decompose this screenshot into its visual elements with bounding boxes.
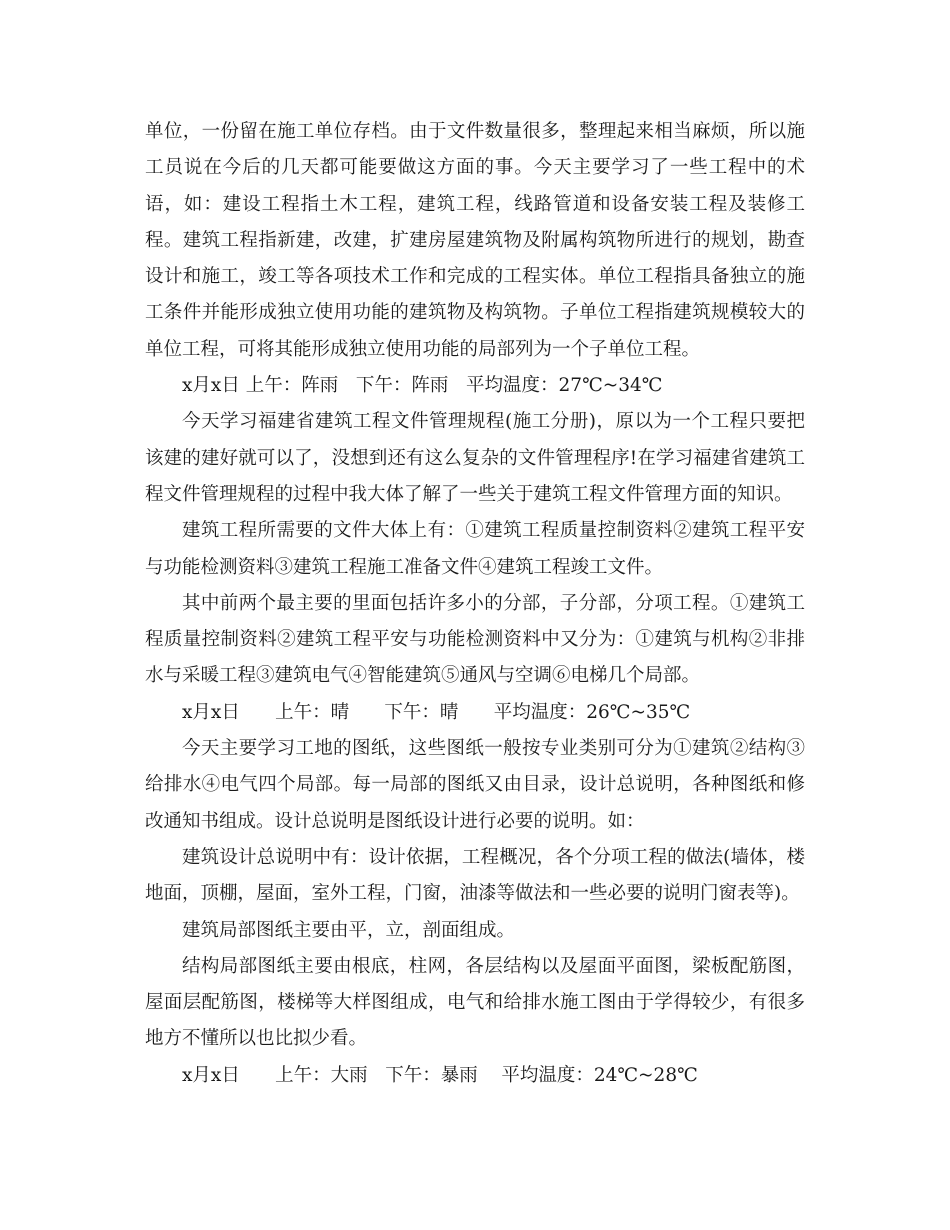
- paragraph: 今天主要学习工地的图纸，这些图纸一般按专业类别可分为①建筑②结构③给排水④电气四个局部。每一局部的图纸又由目录，设计总说明，各种图纸和修改通知书组成。设计总说明是图纸设计进行必要的说明。如：: [145, 738, 805, 832]
- paragraph: 今天学习福建省建筑工程文件管理规程(施工分册)，原以为一个工程只要把该建的建好就可以了，没想到还有这么复杂的文件管理程序!在学习福建省建筑工程文件管理规程的过程中我大体了解了一些关于建筑工程文件管理方面的知识。: [145, 411, 805, 505]
- diary-date-weather-line: x月x日 上午：阵雨 下午：阵雨 平均温度：27℃~34℃: [182, 375, 663, 397]
- paragraph: 建筑设计总说明中有：设计依据，工程概况，各个分项工程的做法(墙体，楼地面，顶棚，屋面，室外工程，门窗，油漆等做法和一些必要的说明门窗表等)。: [145, 846, 805, 905]
- paragraph: 建筑工程所需要的文件大体上有：①建筑工程质量控制资料②建筑工程平安与功能检测资料③建筑工程施工准备文件④建筑工程竣工文件。: [145, 520, 805, 578]
- paragraph: 结构局部图纸主要由根底，柱网，各层结构以及屋面平面图，梁板配筋图，屋面层配筋图，楼梯等大样图组成，电气和给排水施工图由于学得较少，有很多地方不懂所以也比拟少看。: [145, 955, 805, 1050]
- paragraph: 其中前两个最主要的里面包括许多小的分部，子分部，分项工程。①建筑工程质量控制资料②建筑工程平安与功能检测资料中又分为：①建筑与机构②非排水与采暖工程③建筑电气④智能建筑⑤通风与空调⑥电梯几个局部。: [145, 592, 805, 687]
- paragraph: 建筑局部图纸主要由平，立，剖面组成。: [182, 919, 516, 941]
- diary-date-weather-line: x月x日 上午：大雨 下午：暴雨 平均温度：24℃~28℃: [182, 1064, 698, 1086]
- document-body: [145, 114, 805, 1094]
- paragraph-continuation: 单位，一份留在施工单位存档。由于文件数量很多，整理起来相当麻烦，所以施工员说在今后的几天都可能要做这方面的事。今天主要学习了一些工程中的术语，如：建设工程指土木工程，建筑工程，线路管道和设备安装工程及装修工程。建筑工程指新建，改建，扩建房屋建筑物及附属构筑物所进行的规划，勘查设计和施工，竣工等各项技术工作和完成的工程实体。单位工程指具备独立的施工条件并能形成独立使用功能的建筑物及构筑物。子单位工程指建筑规模较大的单位工程，可将其能形成独立使用功能的局部列为一个子单位工程。: [145, 121, 805, 360]
- diary-date-weather-line: x月x日 上午：晴 下午：晴 平均温度：26℃~35℃: [182, 701, 691, 723]
